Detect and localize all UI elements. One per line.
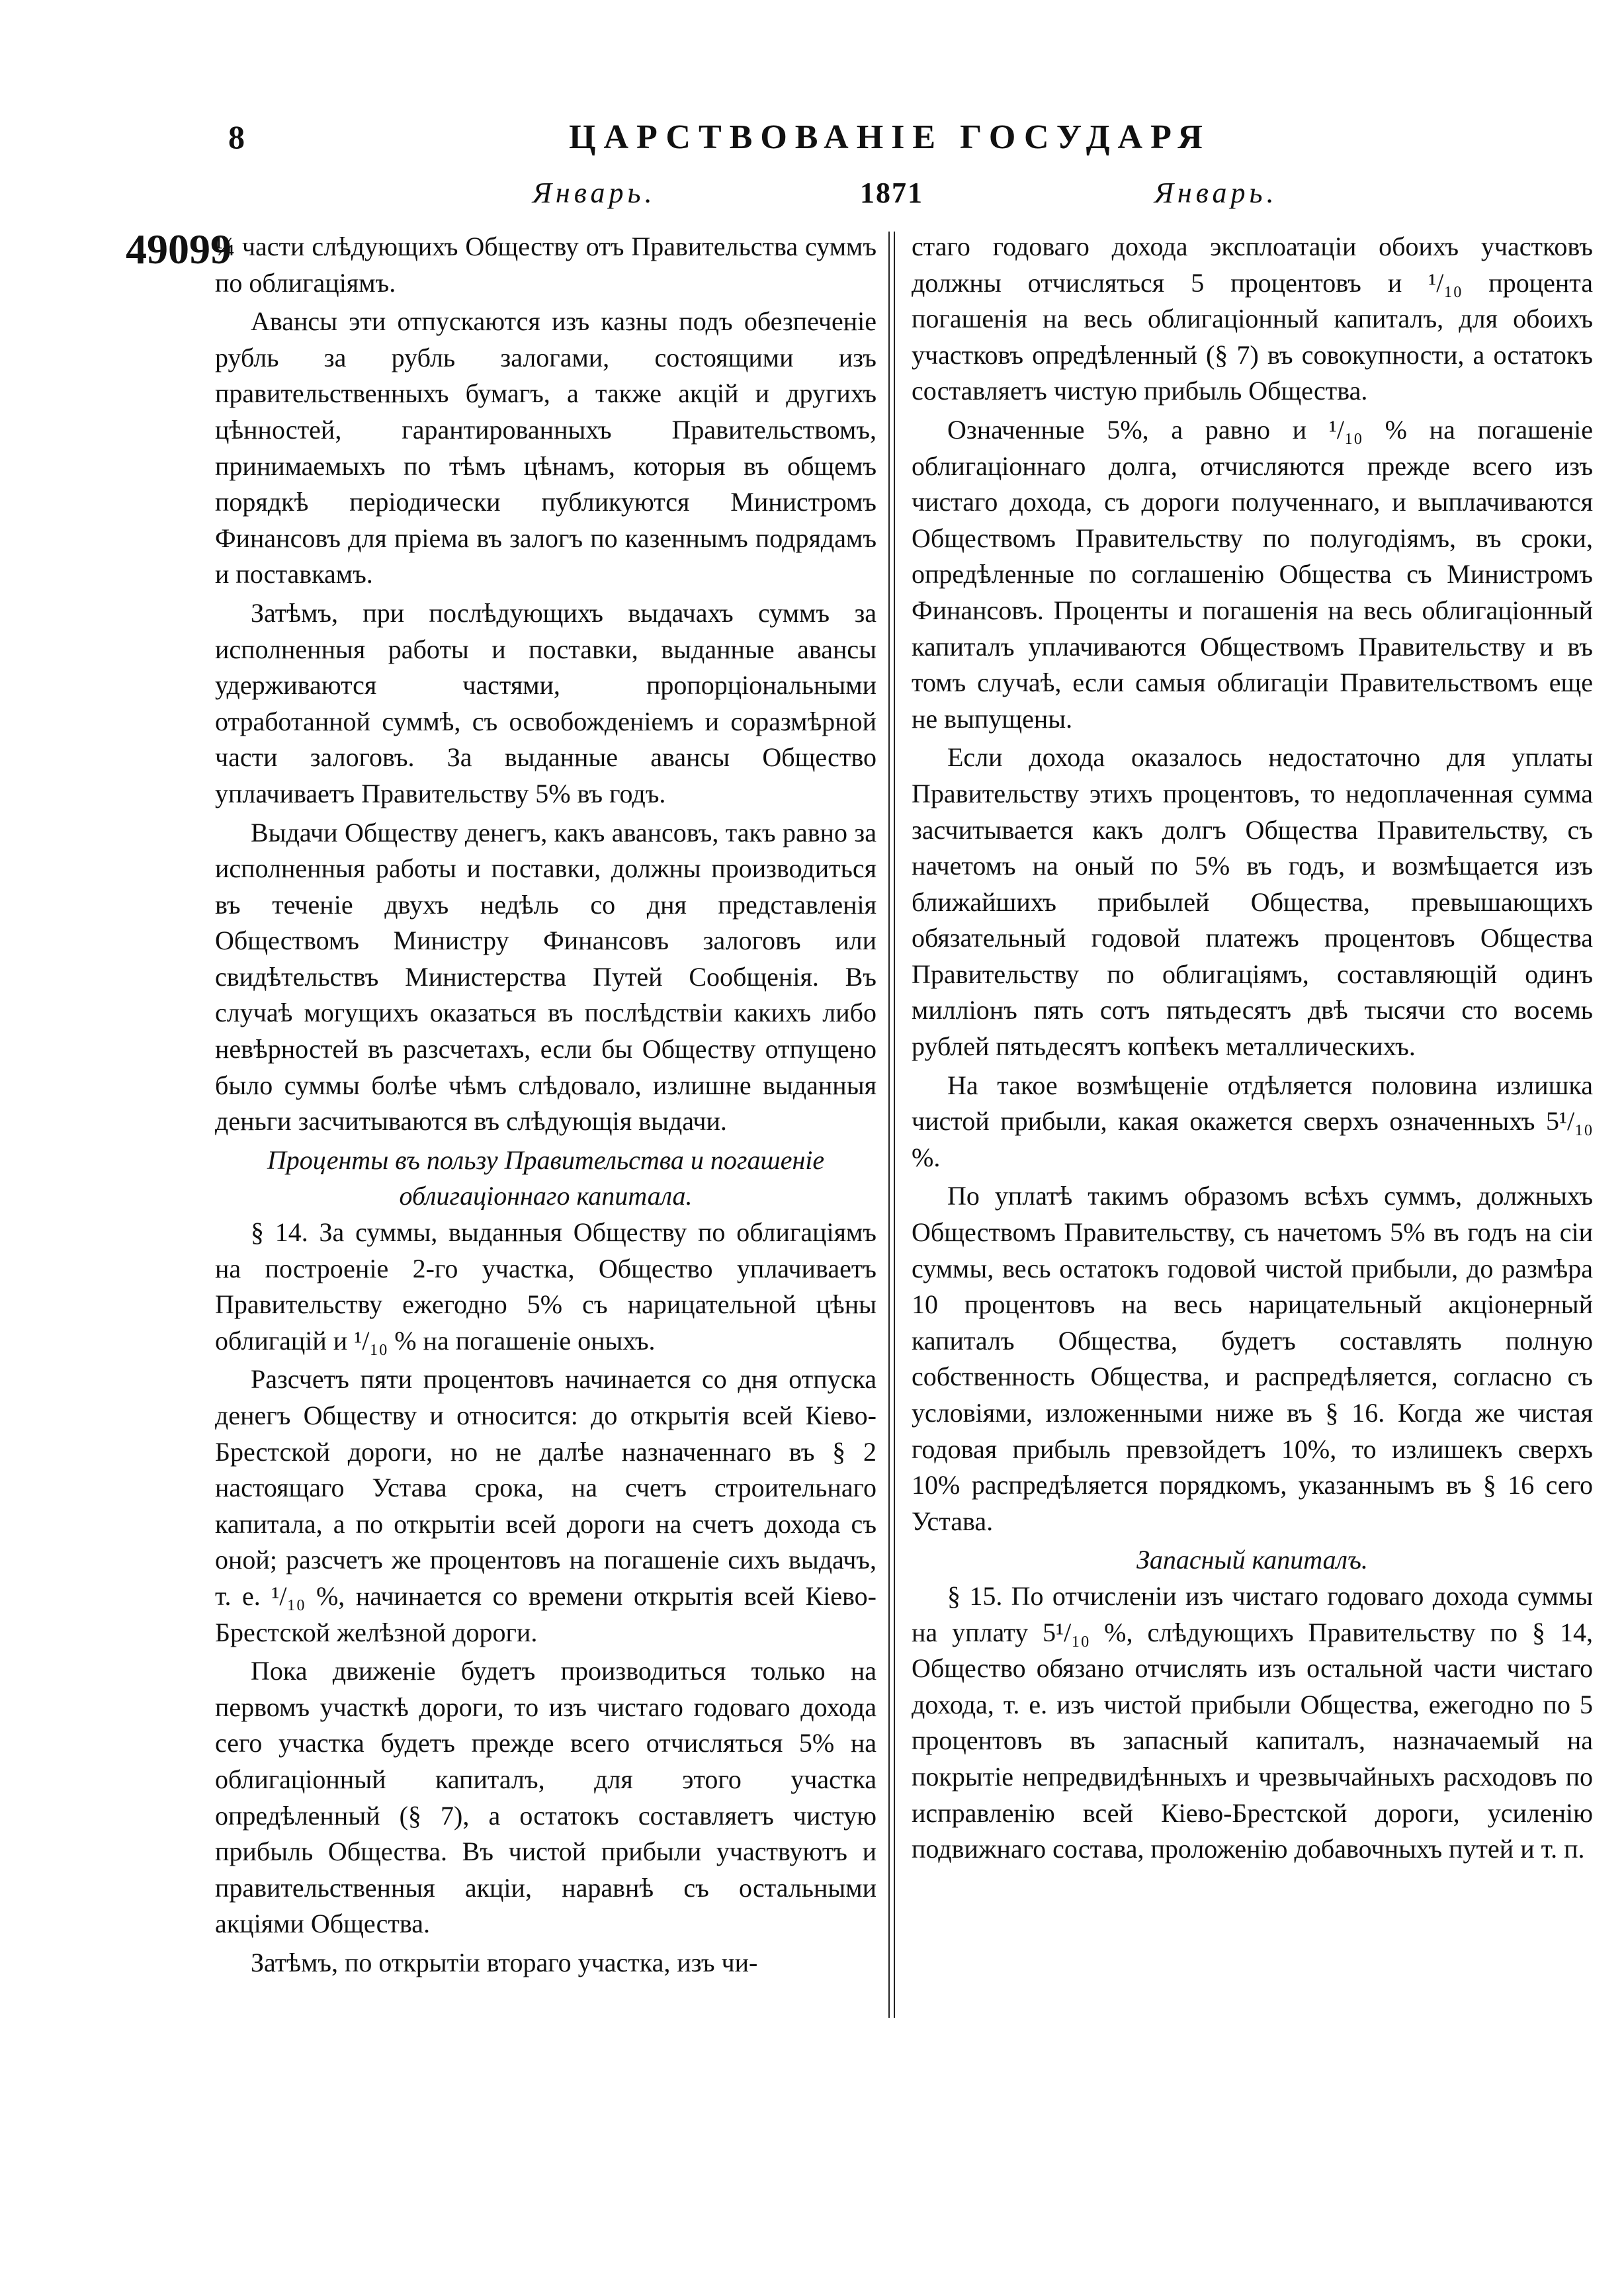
paragraph: На такое возмѣщеніе отдѣляется половина излишка чистой прибыли, какая окажется сверхъ означенныхъ 5¹/₁₀ %. [912, 1070, 1593, 1172]
paragraph: Означенные 5%, а равно и ¹/₁₀ % на погашеніе облигаціоннаго долга, отчисляются прежде всего изъ чистаго дохода, съ дороги полученнаго, и выплачиваются Обществомъ Правительству по полугодіямъ, въ сроки, опредѣленные по соглашенію Общества съ Министромъ Финансовъ. Проценты и погашенія на весь облигаціонный капиталъ уплачиваются Обществомъ Правительству и въ томъ случаѣ, если самыя облигаціи Правительствомъ еще не выпущены. [912, 414, 1593, 734]
year: 1871 [860, 177, 923, 209]
paragraph: Пока движеніе будетъ производиться только на первомъ участкѣ дороги, то изъ чистаго годоваго дохода сего участка будетъ прежде всего отчисляться 5% на облигаціонный капиталъ, для этого участка опредѣленный (§ 7), а остатокъ составляетъ чистую прибыль Общества. Въ чистой прибыли участвуютъ и правительственныя акціи, наравнѣ съ остальными акціями Общества. [215, 1656, 876, 1939]
paragraph: стаго годоваго дохода эксплоатаціи обоихъ участковъ должны отчисляться 5 процентовъ и ¹/₁₀ процента погашенія на весь облигаціонный капиталъ, для обоихъ участковъ опредѣленный (§ 7) въ совокупности, а остатокъ составляетъ чистую прибыль Общества. [912, 232, 1593, 406]
right-column [912, 229, 1593, 1870]
section-heading: Запасный капиталъ. [1136, 1545, 1368, 1575]
paragraph: Затѣмъ, при послѣдующихъ выдачахъ суммъ за исполненныя работы и поставки, выданные авансы удерживаются частями, пропорціональными отработанной суммѣ, съ освобожденіемъ и соразмѣрной части залоговъ. За выданные авансы Общество уплачиваетъ Правительству 5% въ годъ. [215, 597, 876, 808]
left-column [215, 229, 876, 1984]
page-number: 8 [228, 118, 245, 155]
paragraph: Если дохода оказалось недостаточно для уплаты Правительству этихъ процентовъ, то недоплаченная сумма засчитывается какъ долгъ Общества Правительству, съ начетомъ на оный по 5% въ годъ, и возмѣщается изъ ближайшихъ прибылей Общества, превышающихъ обязательный годовой платежъ процентовъ Общества Правительству по облигаціямъ, составляющій одинъ милліонъ пять сотъ пятьдесятъ двѣ тысячи сто восемь рублей пятьдесятъ копѣекъ металлическихъ. [912, 742, 1593, 1062]
law-number: 49099 [126, 226, 232, 273]
paragraph: ¼ части слѣдующихъ Обществу отъ Правительства суммъ по облигаціямъ. [215, 232, 876, 298]
paragraph: § 15. По отчисленіи изъ чистаго годоваго дохода суммы на уплату 5¹/₁₀ %, слѣдующихъ Правительству по § 14, Общество обязано отчислять изъ остальной части чистаго дохода, т. е. изъ чистой прибыли Общества, ежегодно по 5 процентовъ въ запасный капиталъ, назначаемый на покрытіе непредвидѣнныхъ и чрезвычайныхъ расходовъ по исправленію всей Кіево-Брестской дороги, усиленію подвижнаго состава, проложенію добавочныхъ путей и т. п. [912, 1580, 1593, 1864]
paragraph: Выдачи Обществу денегъ, какъ авансовъ, такъ равно за исполненныя работы и поставки, должны производиться въ теченіе двухъ недѣль со дня представленія Обществомъ Министру Финансовъ залоговъ или свидѣтельствъ Министерства Путей Сообщенія. Въ случаѣ могущихъ оказаться въ послѣдствіи какихъ либо невѣрностей въ разсчетахъ, если бы Обществу отпущено было суммы болѣе чѣмъ слѣдовало, излишне выданныя деньги засчитываются въ слѣдующія выдачи. [215, 817, 876, 1137]
section-heading: Проценты въ пользу Правительства и погашеніе облигаціоннаго капитала. [267, 1145, 825, 1211]
paragraph: Авансы эти отпускаются изъ казны подъ обезпеченіе рубль за рубль залогами, состоящими изъ правительственныхъ бумагъ, а также акцій и другихъ цѣнностей, гарантированныхъ Правительствомъ, принимаемыхъ по тѣмъ цѣнамъ, которыя въ общемъ порядкѣ періодически публикуются Министромъ Финансовъ для пріема въ залогъ по казеннымъ подрядамъ и поставкамъ. [215, 306, 876, 589]
month-left: Январь. [533, 177, 656, 209]
paragraph: § 14. За суммы, выданныя Обществу по облигаціямъ на построеніе 2-го участка, Общество уплачиваетъ Правительству ежегодно 5% съ нарицательной цѣны облигацій и ¹/₁₀ % на погашеніе оныхъ. [215, 1217, 876, 1356]
month-right: Январь. [1154, 177, 1278, 209]
paragraph: Затѣмъ, по открытіи втораго участка, изъ чи- [251, 1947, 758, 1977]
paragraph: Разсчетъ пяти процентовъ начинается со дня отпуска денегъ Обществу и относится: до открытія всей Кіево-Брестской дороги, но не далѣе назначеннаго въ § 2 настоящаго Устава срока, на счетъ строительнаго капитала, а по открытіи всей дороги на счетъ дохода съ оной; разсчетъ же процентовъ на погашеніе сихъ выдачъ, т. е. ¹/₁₀ %, начинается со времени открытія всей Кіево-Брестской желѣзной дороги. [215, 1364, 876, 1647]
column-divider [888, 232, 895, 2018]
running-title: ЦАРСТВОВАНІЕ ГОСУДАРЯ [569, 118, 1211, 156]
paragraph: По уплатѣ такимъ образомъ всѣхъ суммъ, должныхъ Обществомъ Правительству, съ начетомъ 5% въ годъ на сіи суммы, весь остатокъ годовой чистой прибыли, до размѣра 10 процентовъ на весь нарицательный акціонерный капиталъ Общества, будетъ составлять полную собственность Общества, и распредѣляется, согласно съ условіями, изложенными ниже въ § 16. Когда же чистая годовая прибыль превзойдетъ 10%, то излишекъ сверхъ 10% распредѣляется порядкомъ, указаннымъ въ § 16 сего Устава. [912, 1181, 1593, 1536]
